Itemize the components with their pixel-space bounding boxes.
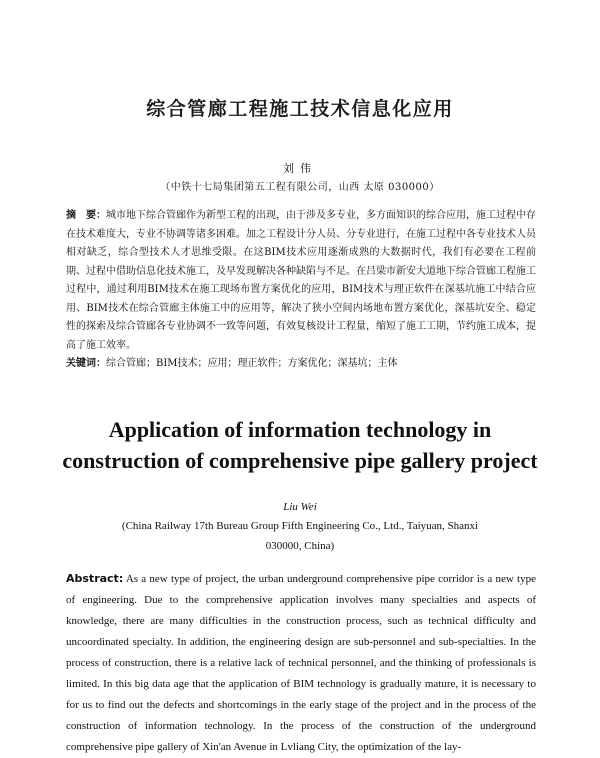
english-abstract-label: Abstract:	[66, 572, 124, 585]
chinese-title: 综合管廊工程施工技术信息化应用	[146, 98, 454, 120]
english-affiliation: (China Railway 17th Bureau Group Fifth Engineering Co., Ltd., Taiyuan, Shanxi 030000, China)	[121, 520, 479, 552]
chinese-author: 刘伟	[283, 162, 317, 175]
chinese-abstract-text: 城市地下综合管廊作为新型工程的出现，由于涉及多专业，多方面知识的综合应用，施工过程中存在技术难度大，专业不协调等诸多困难。加之工程设计分人员、分专业进行，在施工过程中各专业技术人员相对缺乏，综合型技术人才思维受限。在这BIM技术应用逐渐成熟的大数据时代，我们有必要在工程前期、过程中借助信息化技术施工，及早发现解决各种缺陷与不足。在吕梁市新安大道地下综合管廊工程施工过程中，通过利用BIM技术在施工现场布置方案优化的应用，BIM技术与理正软件在深基坑施工中结合应用、BIM技术在综合管廊主体施工中的应用等，解决了狭小空间内场地布置方案优化，深基坑安全、稳定性的探索及综合管廊各专业协调不一致等问题，有效复核设计工程量，缩短了施工工期，节约施工成本，提高了施工效率。	[66, 210, 536, 351]
english-title-line-2: construction of comprehensive pipe gallery project	[62, 448, 538, 473]
chinese-keywords	[66, 355, 536, 374]
chinese-abstract-label: 摘 要：	[66, 210, 106, 221]
english-title	[0, 414, 600, 476]
chinese-abstract	[66, 207, 536, 355]
chinese-abstract-block	[66, 207, 536, 374]
chinese-affiliation: （中铁十七局集团第五工程有限公司，山西 太原 030000）	[160, 182, 440, 193]
english-abstract-text: As a new type of project, the urban underground comprehensive pipe corridor is a new type of engineering. Due to the comprehensive application involves many specialties and aspects of knowledge, there are many difficulties in the construction process, such as technical difficulty and uncoordinated specialty. In addition, the engineering design are sub-personnel and sub-specialties. In the process of construction, there is a relative lack of technical personnel, and the thinking of professionals is limited. In this big data age that the application of BIM technology is gradually mature, it is necessary to for us to find out the defects and shortcomings in the early stage of the project and in the process of the construction of information technology. In the process of the construction of the underground comprehensive pipe gallery of Xin'an Avenue in Lvliang City, the optimization of the lay-	[66, 573, 536, 753]
english-title-line-1: Application of information technology in	[108, 417, 492, 442]
english-abstract	[66, 568, 536, 758]
english-author: Liu Wei	[283, 501, 317, 513]
chinese-keywords-label: 关键词：	[66, 358, 106, 369]
chinese-keywords-text: 综合管廊；BIM技术；应用；理正软件；方案优化；深基坑；主体	[106, 358, 398, 369]
